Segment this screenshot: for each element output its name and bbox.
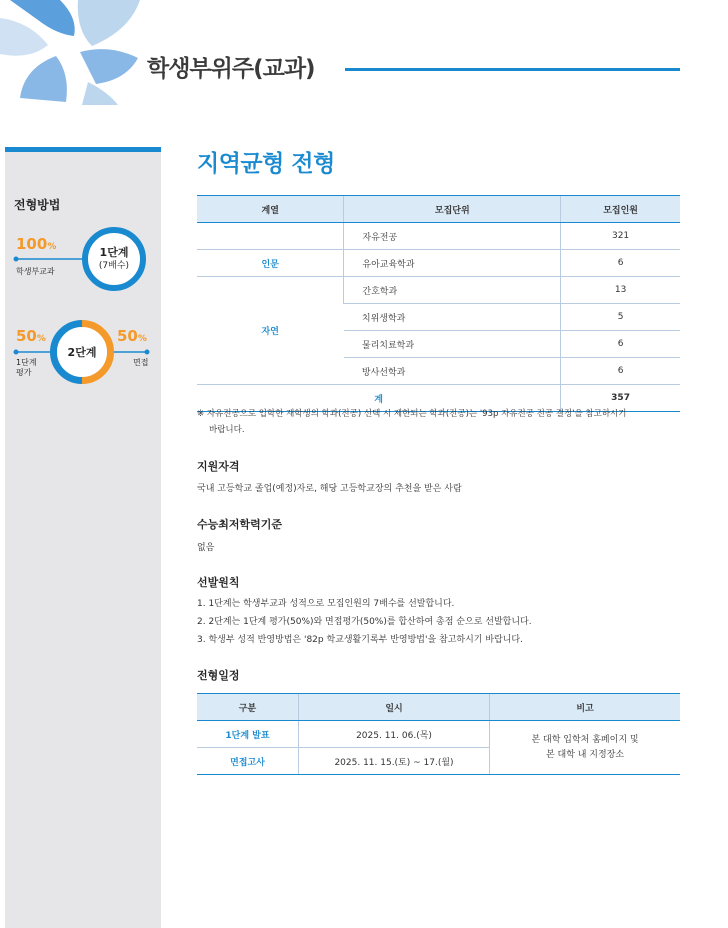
stage2-left-percent-unit: % [36,334,46,344]
stage2-left-percent-value: 50 [16,327,37,345]
column-header: 구분 [197,694,298,721]
unit-cell: 물리치료학과 [344,331,561,358]
page-title: 지역균형 전형 [197,151,335,177]
column-header: 모집단위 [344,196,561,223]
sidebar-heading: 전형방법 [14,198,61,212]
table-row [197,721,680,748]
brand-logo-icon [0,0,140,105]
unit-cell: 자유전공 [344,223,561,250]
total-value: 357 [561,385,680,412]
footnote-line: ※ 자유전공으로 입학한 재학생의 학과(전공) 선택 시 제한되는 학과(전공)는 '93p 자유전공 전공 결정'을 참고하시기 [197,409,627,419]
min-standard-title: 수능최저학력기준 [197,518,283,531]
stage1-percent-value: 100 [16,235,48,253]
group-cell [197,223,344,250]
list-item: 2. 2단계는 1단계 평가(50%)와 면접평가(50%)를 합산하여 총점 순으로 선발합니다. [197,617,532,627]
count-cell: 6 [561,331,680,358]
total-label: 계 [197,385,561,412]
schedule-date: 2025. 11. 06.(목) [298,721,489,748]
footnote-line: 바랍니다. [209,425,245,435]
stage2-right-label: 면접 [133,358,149,367]
quota-table [197,195,680,412]
column-header: 계열 [197,196,344,223]
table-row [197,250,680,277]
table-header-row [197,694,680,721]
schedule-title: 전형일정 [197,669,240,682]
schedule-remark-line: 본 대학 내 지정장소 [545,749,625,760]
header-divider [345,68,680,71]
table-header-row [197,196,680,223]
selection-title: 선발원칙 [197,576,240,589]
stage2-ring-title: 2단계 [67,346,97,359]
schedule-table [197,693,680,775]
count-cell: 6 [561,250,680,277]
column-header: 비고 [490,694,680,721]
count-cell: 321 [561,223,680,250]
stage1-ring-sub: (7배수) [98,261,130,271]
unit-cell: 치위생학과 [344,304,561,331]
stage1-ring-label [85,246,143,272]
schedule-remark [490,721,680,775]
selection-list [197,595,532,649]
stage2-right-percent-value: 50 [117,327,138,345]
unit-cell: 유아교육학과 [344,250,561,277]
eligibility-text: 국내 고등학교 졸업(예정)자로, 해당 고등학교장의 추천을 받은 사람 [197,484,462,494]
stage2-left-label-line1: 1단계 [16,358,37,367]
group-cell: 자연 [197,277,344,385]
sidebar [5,147,161,928]
footnote [197,406,682,438]
unit-cell: 방사선학과 [344,358,561,385]
stage2-right-percent-unit: % [137,334,147,344]
schedule-label: 면접고사 [197,748,298,775]
sidebar-top-bar [5,147,161,152]
unit-cell: 간호학과 [344,277,561,304]
table-row [197,277,680,304]
count-cell: 5 [561,304,680,331]
schedule-label: 1단계 발표 [197,721,298,748]
table-row [197,223,680,250]
count-cell: 6 [561,358,680,385]
stage2-left-label-line2: 평가 [16,368,32,377]
schedule-date: 2025. 11. 15.(토) ~ 17.(월) [298,748,489,775]
column-header: 모집인원 [561,196,680,223]
eligibility-title: 지원자격 [197,460,240,473]
page-header-title: 학생부위주(교과) [147,56,315,82]
stage2-left-label [16,358,37,378]
count-cell: 13 [561,277,680,304]
stage1-label: 학생부교과 [16,267,55,276]
group-cell: 인문 [197,250,344,277]
schedule-remark-line: 본 대학 입학처 홈페이지 및 [531,734,639,745]
column-header: 일시 [298,694,489,721]
min-standard-text: 없음 [197,543,215,553]
list-item: 3. 학생부 성적 반영방법은 '82p 학교생활기록부 반영방법'을 참고하시기 바랍니다. [197,635,523,645]
stage1-percent-unit: % [47,242,57,252]
list-item: 1. 1단계는 학생부교과 성적으로 모집인원의 7배수를 선발합니다. [197,599,455,609]
stage1-ring-title: 1단계 [99,246,129,259]
